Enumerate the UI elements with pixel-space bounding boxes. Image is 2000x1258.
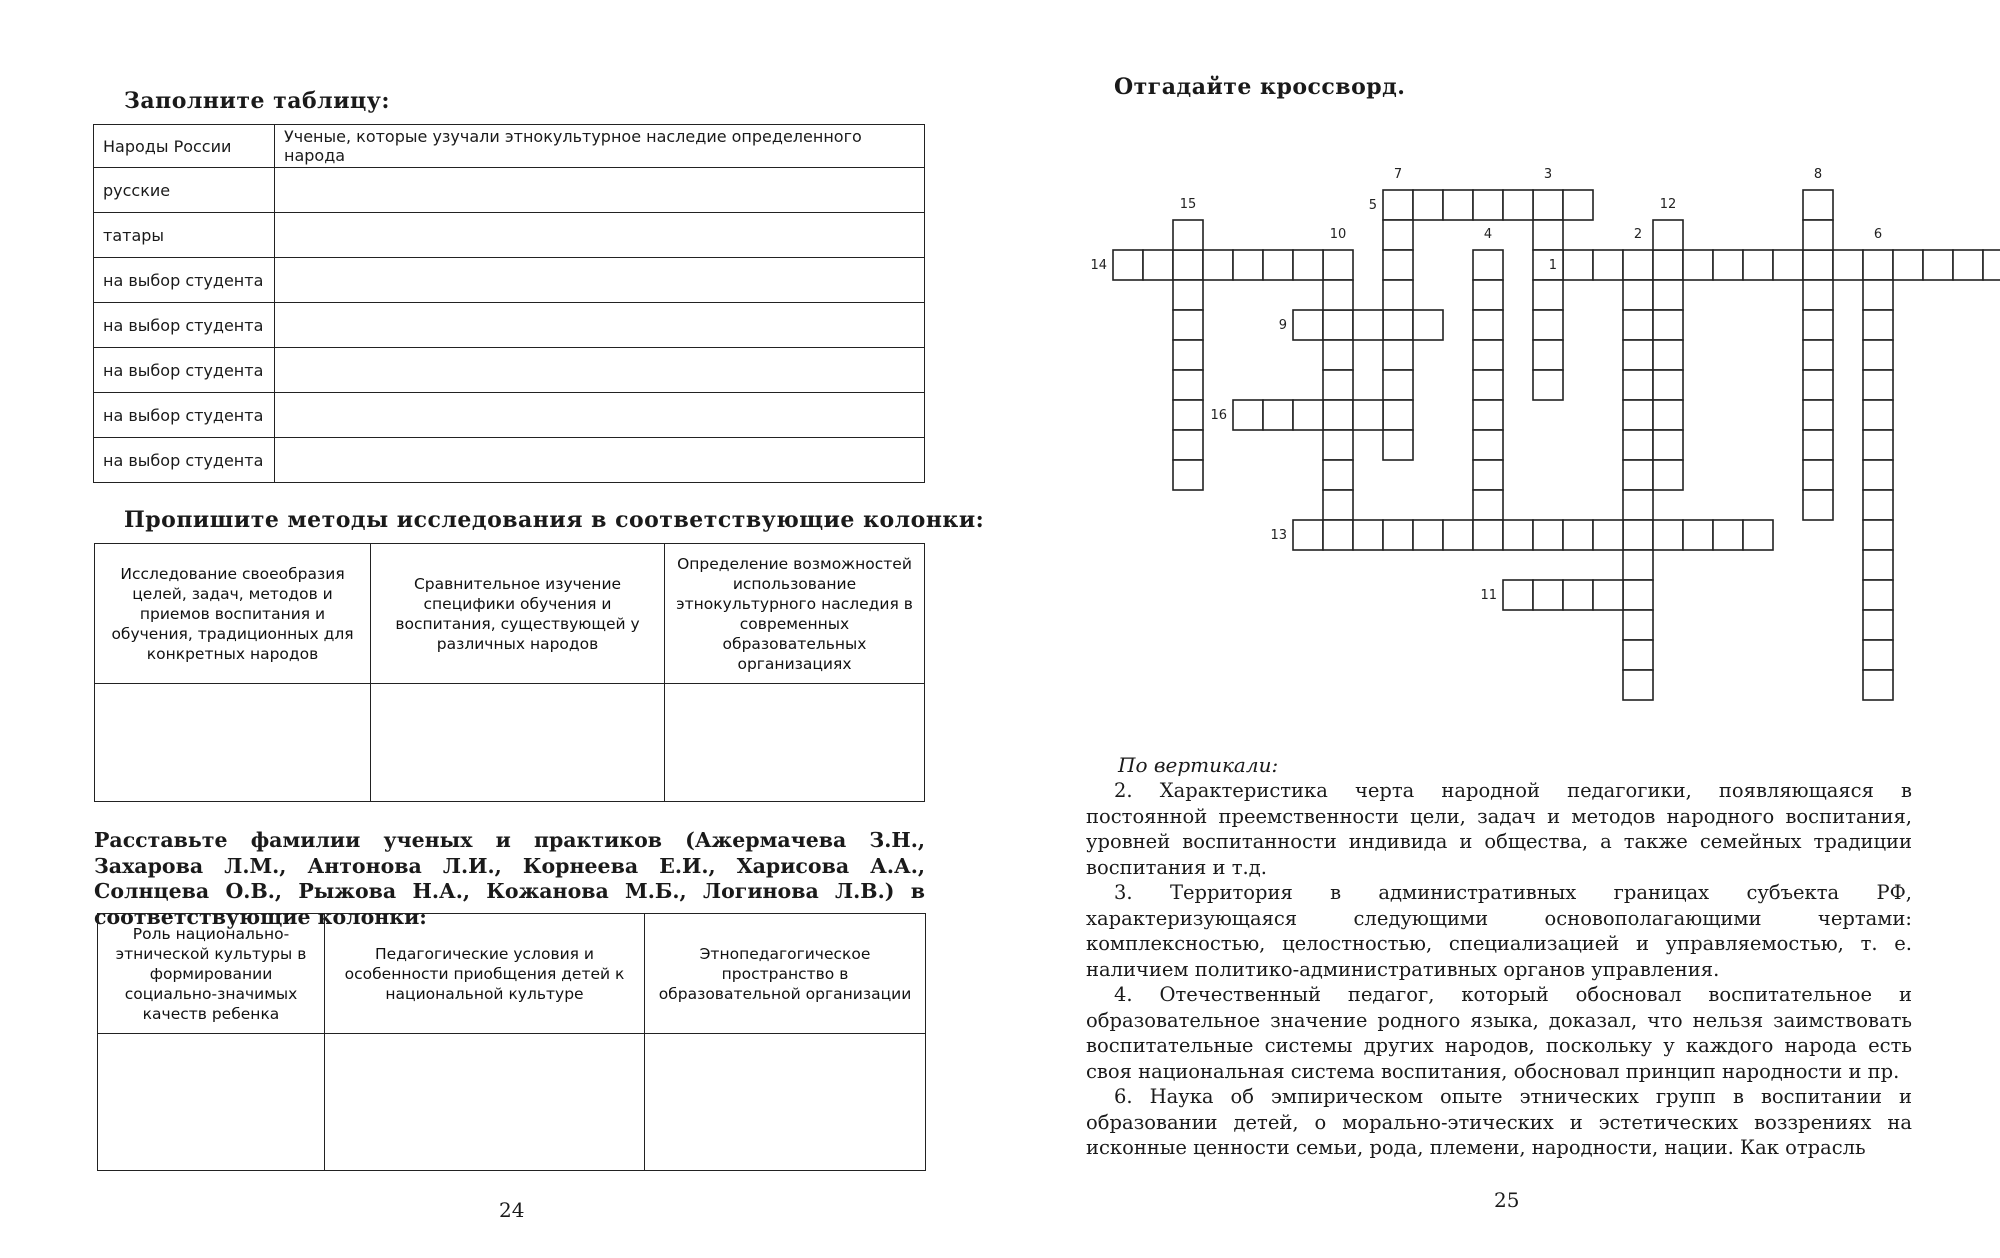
crossword-cell[interactable] <box>1353 400 1383 430</box>
crossword-grid[interactable] <box>1000 0 2000 770</box>
table-row-label: на выбор студента <box>94 393 275 438</box>
crossword-cell[interactable] <box>1383 370 1413 400</box>
crossword-cell[interactable] <box>1803 310 1833 340</box>
crossword-cell[interactable] <box>1473 250 1503 280</box>
crossword-cell[interactable] <box>1533 340 1563 370</box>
crossword-cell[interactable] <box>1383 190 1413 220</box>
table-row-label: русские <box>94 168 275 213</box>
crossword-cell[interactable] <box>1173 220 1203 250</box>
crossword-cell[interactable] <box>1473 520 1503 550</box>
crossword-number-1: 1 <box>1548 258 1557 273</box>
crossword-cell[interactable] <box>1323 250 1353 280</box>
crossword-cell[interactable] <box>1323 310 1353 340</box>
crossword-cell[interactable] <box>1173 250 1203 280</box>
peoples-table <box>93 124 925 483</box>
table-row-label: на выбор студента <box>94 258 275 303</box>
crossword-number-3: 3 <box>1543 167 1553 182</box>
crossword-cell[interactable] <box>1623 310 1653 340</box>
crossword-cell[interactable] <box>1623 250 1653 280</box>
crossword-cell[interactable] <box>1533 220 1563 250</box>
crossword-cell[interactable] <box>1323 370 1353 400</box>
crossword-cell[interactable] <box>1623 670 1653 700</box>
crossword-cell[interactable] <box>1683 250 1713 280</box>
answer-cell[interactable] <box>275 303 925 348</box>
table-instruction-heading: Заполните таблицу: <box>124 88 390 114</box>
answer-cell[interactable] <box>275 393 925 438</box>
crossword-cell[interactable] <box>1293 400 1323 430</box>
crossword-cell[interactable] <box>1653 340 1683 370</box>
crossword-number-10: 10 <box>1329 227 1347 242</box>
crossword-cell[interactable] <box>1623 280 1653 310</box>
crossword-cell[interactable] <box>1533 190 1563 220</box>
crossword-cell[interactable] <box>1143 250 1173 280</box>
crossword-cell[interactable] <box>1473 490 1503 520</box>
crossword-cell[interactable] <box>1173 370 1203 400</box>
method-header-1: Исследование своеобразия целей, задач, методов и приемов воспитания и обучения, традиционных для конкретных народов <box>95 544 371 684</box>
crossword-cell[interactable] <box>1413 310 1443 340</box>
crossword-number-12: 12 <box>1659 197 1677 212</box>
crossword-cell[interactable] <box>1653 460 1683 490</box>
crossword-number-9: 9 <box>1278 318 1287 333</box>
answer-cell[interactable] <box>98 1034 325 1171</box>
crossword-number-14: 14 <box>1090 258 1107 273</box>
crossword-cell[interactable] <box>1323 490 1353 520</box>
method-header-3: Определение возможностей использование этнокультурного наследия в современных образовательных организациях <box>665 544 925 684</box>
answer-cell[interactable] <box>275 348 925 393</box>
crossword-cell[interactable] <box>1443 520 1473 550</box>
crossword-cell[interactable] <box>1803 400 1833 430</box>
conditions-header: Педагогические условия и особенности приобщения детей к национальной культуре <box>325 914 645 1034</box>
crossword-cell[interactable] <box>1803 280 1833 310</box>
surnames-table <box>97 913 926 1171</box>
method-header-2: Сравнительное изучение специфики обучения и воспитания, существующей у различных народов <box>371 544 665 684</box>
crossword-cell[interactable] <box>1503 520 1533 550</box>
crossword-cell[interactable] <box>1383 340 1413 370</box>
crossword-cell[interactable] <box>1473 460 1503 490</box>
crossword-cell[interactable] <box>1653 250 1683 280</box>
crossword-cell[interactable] <box>1563 190 1593 220</box>
right-page <box>1000 0 2000 1258</box>
crossword-number-8: 8 <box>1813 167 1823 182</box>
crossword-cell[interactable] <box>1563 250 1593 280</box>
crossword-cell[interactable] <box>1473 340 1503 370</box>
crossword-cell[interactable] <box>1863 430 1893 460</box>
crossword-cell[interactable] <box>1323 340 1353 370</box>
crossword-cell[interactable] <box>1653 400 1683 430</box>
crossword-cell[interactable] <box>1803 340 1833 370</box>
crossword-number-2: 2 <box>1633 227 1643 242</box>
crossword-cell[interactable] <box>1383 280 1413 310</box>
crossword-cell[interactable] <box>1383 310 1413 340</box>
crossword-cell[interactable] <box>1863 460 1893 490</box>
crossword-cell[interactable] <box>1803 430 1833 460</box>
crossword-cell[interactable] <box>1383 220 1413 250</box>
crossword-cell[interactable] <box>1473 370 1503 400</box>
crossword-cell[interactable] <box>1173 400 1203 430</box>
crossword-cell[interactable] <box>1533 310 1563 340</box>
crossword-cell[interactable] <box>1623 610 1653 640</box>
crossword-cell[interactable] <box>1413 520 1443 550</box>
crossword-cell[interactable] <box>1863 340 1893 370</box>
crossword-cell[interactable] <box>1503 190 1533 220</box>
crossword-cell[interactable] <box>1713 520 1743 550</box>
crossword-cell[interactable] <box>1623 640 1653 670</box>
scientists-header: Ученые, которые узучали этнокультурное наследие определенного народа <box>275 125 925 168</box>
crossword-cell[interactable] <box>1383 250 1413 280</box>
crossword-cell[interactable] <box>1863 280 1893 310</box>
vertical-clues-heading: По вертикали: <box>1118 753 1279 777</box>
crossword-number-4: 4 <box>1483 227 1493 242</box>
clue-item: 3. Территория в административных границах субъекта РФ, характеризующаяся следующими основополагающими чертами: комплексностью, целостностью, специализацией и управляемостью, т. е. наличием политико-административных органов управления. <box>1086 881 1912 981</box>
crossword-cell[interactable] <box>1353 310 1383 340</box>
crossword-cell[interactable] <box>1683 520 1713 550</box>
crossword-cell[interactable] <box>1173 430 1203 460</box>
crossword-cell[interactable] <box>1533 370 1563 400</box>
table-row-label: татары <box>94 213 275 258</box>
answer-cell[interactable] <box>275 213 925 258</box>
crossword-cell[interactable] <box>1593 520 1623 550</box>
crossword-cell[interactable] <box>1803 460 1833 490</box>
crossword-cell[interactable] <box>1263 250 1293 280</box>
crossword-cell[interactable] <box>1323 430 1353 460</box>
crossword-number-6: 6 <box>1873 227 1883 242</box>
answer-cell[interactable] <box>665 684 925 802</box>
crossword-cell[interactable] <box>1563 580 1593 610</box>
crossword-cell[interactable] <box>1233 250 1263 280</box>
crossword-cell[interactable] <box>1383 520 1413 550</box>
clue-item: 4. Отечественный педагог, который обосновал воспитательное и образовательное значение родного языка, доказал, что нельзя заимствовать воспитательные системы других народов, поскольку у каждого народа есть своя национальная система воспитания, обосновал принцип народности и пр. <box>1086 983 1912 1083</box>
crossword-cell[interactable] <box>1653 520 1683 550</box>
crossword-cell[interactable] <box>1353 520 1383 550</box>
answer-cell[interactable] <box>371 684 665 802</box>
crossword-cell[interactable] <box>1473 430 1503 460</box>
crossword-cell[interactable] <box>1173 340 1203 370</box>
crossword-heading: Отгадайте кроссворд. <box>1114 74 1406 100</box>
clue-item: 2. Характеристика черта народной педагогики, появляющаяся в постоянной преемственности цели, задач и методов народного воспитания, уровней воспитанности индивида и общества, а также семейных традиции воспитания и т.д. <box>1086 779 1912 879</box>
crossword-cell[interactable] <box>1623 580 1653 610</box>
crossword-cell[interactable] <box>1983 250 2000 280</box>
crossword-cell[interactable] <box>1623 400 1653 430</box>
space-header: Этнопедагогическое пространство в образовательной организации <box>645 914 926 1034</box>
clue-item: 6. Наука об эмпирическом опыте этнических групп в воспитании и образовании детей, о морально-этических и эстетических воззрениях на исконные ценности семьи, рода, племени, народности, нации. Как отрасль <box>1086 1085 1912 1159</box>
page-number: 24 <box>499 1198 525 1222</box>
crossword-cell[interactable] <box>1533 520 1563 550</box>
role-header: Роль национально-этнической культуры в формировании социально-значимых качеств ребенка <box>98 914 325 1034</box>
crossword-cell[interactable] <box>1953 250 1983 280</box>
crossword-cell[interactable] <box>1653 430 1683 460</box>
crossword-cell[interactable] <box>1173 280 1203 310</box>
table-row-label: на выбор студента <box>94 303 275 348</box>
crossword-cell[interactable] <box>1863 520 1893 550</box>
crossword-number-5: 5 <box>1368 198 1377 213</box>
crossword-cell[interactable] <box>1623 460 1653 490</box>
crossword-cell[interactable] <box>1623 340 1653 370</box>
crossword-cell[interactable] <box>1113 250 1143 280</box>
crossword-cell[interactable] <box>1863 310 1893 340</box>
answer-cell[interactable] <box>275 258 925 303</box>
crossword-number-16: 16 <box>1210 408 1227 423</box>
crossword-cell[interactable] <box>1863 400 1893 430</box>
methods-instruction-heading: Пропишите методы исследования в соответствующие колонки: <box>124 507 985 533</box>
crossword-cell[interactable] <box>1803 370 1833 400</box>
crossword-cell[interactable] <box>1293 310 1323 340</box>
crossword-cell[interactable] <box>1863 580 1893 610</box>
page-number: 25 <box>1494 1188 1520 1212</box>
crossword-cell[interactable] <box>1503 580 1533 610</box>
answer-cell[interactable] <box>645 1034 926 1171</box>
crossword-cell[interactable] <box>1803 220 1833 250</box>
crossword-cell[interactable] <box>1743 520 1773 550</box>
crossword-cell[interactable] <box>1263 400 1293 430</box>
table-row-label: на выбор студента <box>94 348 275 393</box>
crossword-cell[interactable] <box>1863 490 1893 520</box>
answer-cell[interactable] <box>275 438 925 483</box>
crossword-number-15: 15 <box>1179 197 1197 212</box>
crossword-cell[interactable] <box>1593 250 1623 280</box>
crossword-cell[interactable] <box>1713 250 1743 280</box>
crossword-cell[interactable] <box>1623 490 1653 520</box>
methods-table <box>94 543 925 802</box>
crossword-cell[interactable] <box>1233 400 1263 430</box>
crossword-cell[interactable] <box>1863 610 1893 640</box>
crossword-cell[interactable] <box>1623 430 1653 460</box>
crossword-cell[interactable] <box>1653 220 1683 250</box>
crossword-cell[interactable] <box>1383 400 1413 430</box>
crossword-cell[interactable] <box>1803 490 1833 520</box>
crossword-cell[interactable] <box>1653 370 1683 400</box>
crossword-cell[interactable] <box>1443 190 1473 220</box>
crossword-cell[interactable] <box>1473 400 1503 430</box>
crossword-number-13: 13 <box>1270 528 1287 543</box>
vertical-clues <box>1086 778 1912 1161</box>
crossword-cell[interactable] <box>1293 250 1323 280</box>
crossword-cell[interactable] <box>1863 250 1893 280</box>
crossword-cell[interactable] <box>1593 580 1623 610</box>
answer-cell[interactable] <box>325 1034 645 1171</box>
crossword-cell[interactable] <box>1533 580 1563 610</box>
crossword-cell[interactable] <box>1563 520 1593 550</box>
answer-cell[interactable] <box>275 168 925 213</box>
crossword-cell[interactable] <box>1203 250 1233 280</box>
table-row-label: на выбор студента <box>94 438 275 483</box>
crossword-cell[interactable] <box>1623 550 1653 580</box>
crossword-cell[interactable] <box>1473 310 1503 340</box>
crossword-cell[interactable] <box>1863 550 1893 580</box>
crossword-cell[interactable] <box>1323 400 1353 430</box>
crossword-number-7: 7 <box>1393 167 1403 182</box>
answer-cell[interactable] <box>95 684 371 802</box>
crossword-cell[interactable] <box>1653 280 1683 310</box>
crossword-cell[interactable] <box>1863 670 1893 700</box>
crossword-cell[interactable] <box>1473 190 1503 220</box>
crossword-cell[interactable] <box>1323 280 1353 310</box>
crossword-cell[interactable] <box>1413 190 1443 220</box>
crossword-cell[interactable] <box>1623 370 1653 400</box>
crossword-cell[interactable] <box>1863 370 1893 400</box>
crossword-cell[interactable] <box>1323 460 1353 490</box>
surnames-instruction: Расставьте фамилии ученых и практиков (Ажермачева З.Н., Захарова Л.М., Антонова Л.И., Корнеева Е.И., Харисова А.А., Солнцева О.В., Рыжова Н.А., Кожанова М.Б., Логинова Л.В.) в соответствующие колонки: <box>94 828 925 929</box>
crossword-cell[interactable] <box>1173 460 1203 490</box>
crossword-cell[interactable] <box>1653 310 1683 340</box>
crossword-cell[interactable] <box>1623 520 1653 550</box>
crossword-cell[interactable] <box>1863 640 1893 670</box>
crossword-cell[interactable] <box>1803 190 1833 220</box>
crossword-number-11: 11 <box>1480 588 1497 603</box>
peoples-header: Народы России <box>94 125 275 168</box>
crossword-cell[interactable] <box>1293 520 1323 550</box>
crossword-cell[interactable] <box>1383 430 1413 460</box>
crossword-cell[interactable] <box>1833 250 1863 280</box>
crossword-cell[interactable] <box>1923 250 1953 280</box>
crossword-cell[interactable] <box>1773 250 1803 280</box>
crossword-cell[interactable] <box>1533 280 1563 310</box>
crossword-cell[interactable] <box>1893 250 1923 280</box>
crossword-cell[interactable] <box>1743 250 1773 280</box>
crossword-cell[interactable] <box>1323 520 1353 550</box>
crossword-cell[interactable] <box>1173 310 1203 340</box>
crossword-cell[interactable] <box>1803 250 1833 280</box>
crossword-cell[interactable] <box>1473 280 1503 310</box>
